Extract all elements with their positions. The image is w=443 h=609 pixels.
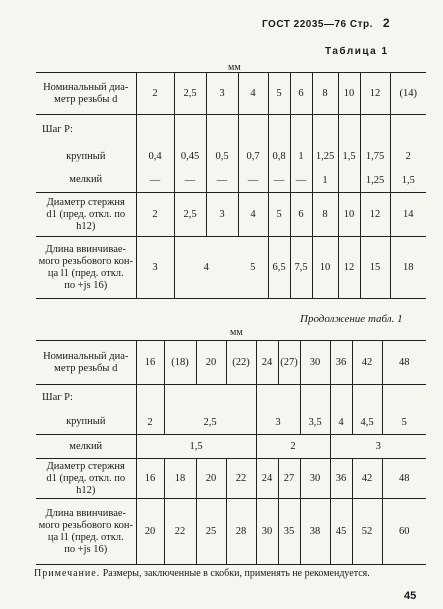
cell: 4 — [238, 73, 268, 115]
cell: (14) — [390, 73, 426, 115]
cell: 18 — [390, 237, 426, 299]
thread-table-2 — [36, 340, 426, 565]
cell: 18 — [164, 459, 196, 499]
cell: 2 — [136, 411, 164, 435]
cell: 12 — [360, 193, 390, 237]
cell: 10 — [338, 73, 360, 115]
cell: 5 — [382, 411, 426, 435]
cell: 45 — [330, 499, 352, 565]
fine-pitch-label: мелкий — [36, 435, 136, 459]
cell: 1,75 — [360, 145, 390, 169]
cell: 48 — [382, 341, 426, 385]
cell: 25 — [196, 499, 226, 565]
cell: 4 — [174, 237, 238, 299]
cell: 1,5 — [338, 145, 360, 169]
cell: 28 — [226, 499, 256, 565]
cell: 8 — [312, 193, 338, 237]
cell: 42 — [352, 459, 382, 499]
cell: 0,5 — [206, 145, 238, 169]
units-label: мм — [228, 62, 241, 73]
table-row — [36, 499, 426, 565]
cell: 22 — [226, 459, 256, 499]
pitch-label: Шаг P: — [36, 115, 136, 145]
cell: — — [136, 169, 174, 193]
table-row — [36, 237, 426, 299]
cell: 16 — [136, 459, 164, 499]
continuation-label: Продолжение табл. 1 — [300, 313, 403, 325]
cell: 2 — [256, 435, 330, 459]
cell: 3 — [256, 411, 300, 435]
nominal-diameter-label: Номинальный диа- метр резьбы d — [36, 73, 136, 115]
table-row — [36, 115, 426, 145]
table-row — [36, 459, 426, 499]
cell: (18) — [164, 341, 196, 385]
cell: 30 — [256, 499, 278, 565]
footnote — [34, 567, 422, 581]
cell: 36 — [330, 459, 352, 499]
table-row — [36, 169, 426, 193]
length-label: Длина ввинчивае- мого резьбового кон- ца l1 (пред. откл. по +js 16) — [36, 499, 136, 565]
cell: 6,5 — [268, 237, 290, 299]
cell: — — [268, 169, 290, 193]
length-label: Длина ввинчивае- мого резьбового кон- ца l1 (пред. откл. по +js 16) — [36, 237, 136, 299]
cell: 12 — [360, 73, 390, 115]
cell: (22) — [226, 341, 256, 385]
nominal-diameter-label: Номинальный диа- метр резьбы d — [36, 341, 136, 385]
page-header — [262, 16, 390, 30]
cell: 0,8 — [268, 145, 290, 169]
cell: 8 — [312, 73, 338, 115]
rod-diameter-label: Диаметр стержня d1 (пред. откл. по h12) — [36, 193, 136, 237]
cell: 4 — [238, 193, 268, 237]
fine-pitch-label: мелкий — [36, 169, 136, 193]
table-row — [36, 193, 426, 237]
cell: 16 — [136, 341, 164, 385]
cell: 52 — [352, 499, 382, 565]
note-text: Размеры, заключенные в скобки, применять не рекомендуется. — [102, 568, 370, 579]
cell: — — [206, 169, 238, 193]
cell: 1 — [290, 145, 312, 169]
cell: 5 — [238, 237, 268, 299]
cell — [338, 169, 360, 193]
cell: 2,5 — [164, 411, 256, 435]
cell: 4 — [330, 411, 352, 435]
cell: 20 — [196, 459, 226, 499]
table-row — [36, 435, 426, 459]
cell: 3 — [206, 193, 238, 237]
cell: 22 — [164, 499, 196, 565]
cell: 3 — [330, 435, 426, 459]
coarse-pitch-label: крупный — [36, 411, 136, 435]
cell: 5 — [268, 193, 290, 237]
cell: 27 — [278, 459, 300, 499]
cell: 1,25 — [360, 169, 390, 193]
cell: 10 — [312, 237, 338, 299]
cell: 14 — [390, 193, 426, 237]
cell: 6 — [290, 193, 312, 237]
cell: — — [174, 169, 206, 193]
table-row — [36, 341, 426, 385]
cell: 48 — [382, 459, 426, 499]
cell: 7,5 — [290, 237, 312, 299]
cell: 4,5 — [352, 411, 382, 435]
cell: 24 — [256, 341, 278, 385]
table-label: Таблица 1 — [325, 46, 389, 57]
units-label-2: мм — [230, 327, 243, 338]
cell: 30 — [300, 341, 330, 385]
cell: 1,5 — [390, 169, 426, 193]
table-row — [36, 145, 426, 169]
cell: — — [290, 169, 312, 193]
cell: 2,5 — [174, 73, 206, 115]
cell: 35 — [278, 499, 300, 565]
cell: 36 — [330, 341, 352, 385]
cell: 5 — [268, 73, 290, 115]
cell: 12 — [338, 237, 360, 299]
cell: 3 — [136, 237, 174, 299]
document-code: ГОСТ 22035—76 Стр. — [262, 19, 373, 30]
cell: 1,5 — [136, 435, 256, 459]
cell: 1 — [312, 169, 338, 193]
cell: 24 — [256, 459, 278, 499]
table-row — [36, 385, 426, 411]
cell: 3 — [206, 73, 238, 115]
cell: 2 — [136, 193, 174, 237]
cell: — — [238, 169, 268, 193]
cell: 10 — [338, 193, 360, 237]
cell: 38 — [300, 499, 330, 565]
pitch-label: Шаг P: — [36, 385, 136, 411]
header-page-number: 2 — [382, 16, 391, 30]
thread-table-1 — [36, 72, 426, 299]
rod-diameter-label: Диаметр стержня d1 (пред. откл. по h12) — [36, 459, 136, 499]
cell: 42 — [352, 341, 382, 385]
page-number: 45 — [404, 590, 417, 602]
cell: 0,7 — [238, 145, 268, 169]
table-row — [36, 411, 426, 435]
cell: 6 — [290, 73, 312, 115]
coarse-pitch-label: крупный — [36, 145, 136, 169]
cell: 60 — [382, 499, 426, 565]
cell: 15 — [360, 237, 390, 299]
cell: 20 — [196, 341, 226, 385]
cell: 2,5 — [174, 193, 206, 237]
cell: 2 — [136, 73, 174, 115]
cell: (27) — [278, 341, 300, 385]
cell: 20 — [136, 499, 164, 565]
cell: 30 — [300, 459, 330, 499]
cell: 0,4 — [136, 145, 174, 169]
cell: 1,25 — [312, 145, 338, 169]
table-row — [36, 73, 426, 115]
note-title: Примечание. — [34, 568, 101, 579]
cell: 0,45 — [174, 145, 206, 169]
cell: 2 — [405, 151, 411, 162]
cell: 3,5 — [300, 411, 330, 435]
